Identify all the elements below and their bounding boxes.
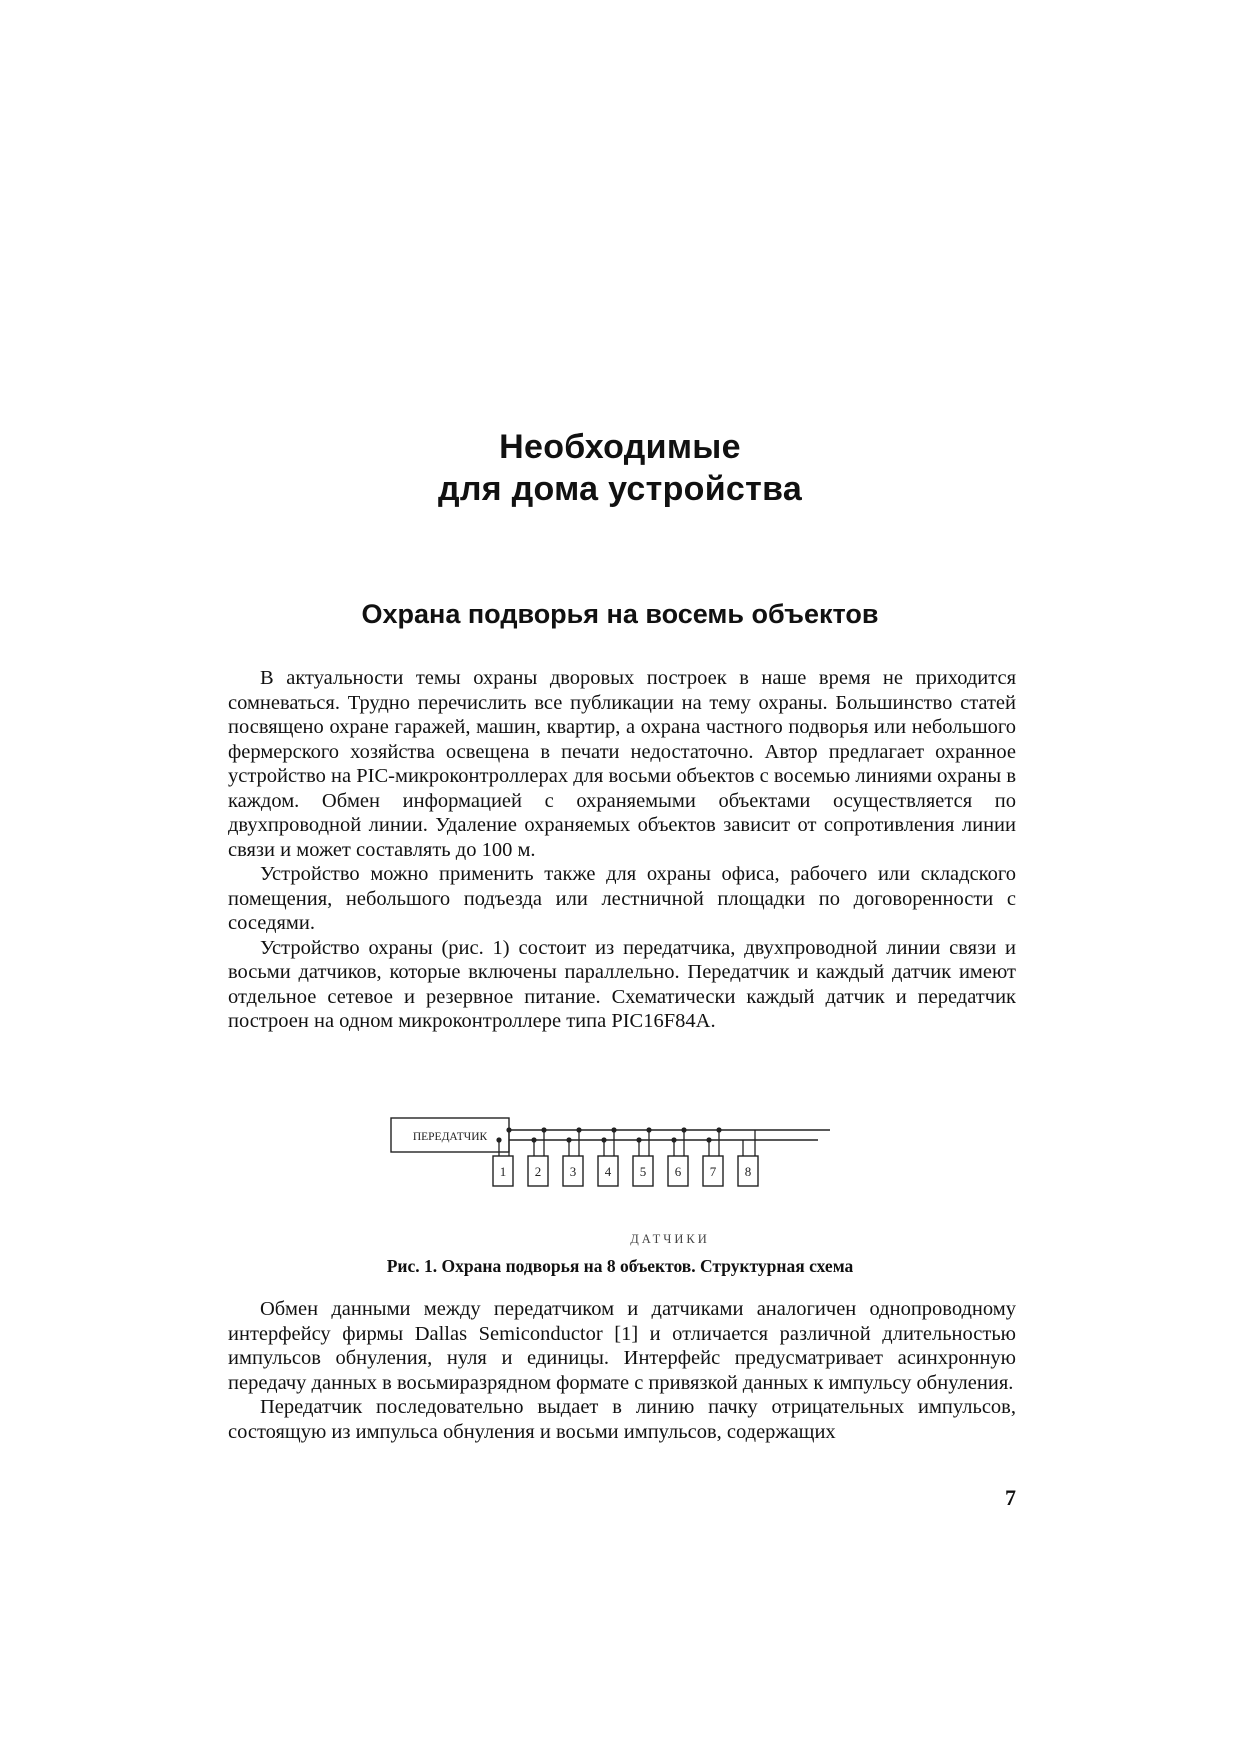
sensor-label-7: 7	[709, 1164, 717, 1179]
junction-dot	[541, 1127, 546, 1132]
paragraph: Устройство охраны (рис. 1) состоит из передатчика, двухпроводной линии связи и восьми датчиков, которые включены параллельно. Передатчик и каждый датчик имеют отдельное сетевое и резервное питание. Схематически каждый датчик и передатчик построен на одном микроконтроллере типа PIC16F84A.	[228, 936, 1016, 1032]
sensor-label-3: 3	[569, 1164, 577, 1179]
junction-dot	[601, 1137, 606, 1142]
chapter-title	[0, 426, 1240, 510]
sensor-label-8: 8	[744, 1164, 752, 1179]
junction-dot	[566, 1137, 571, 1142]
junction-dot	[531, 1137, 536, 1142]
sensor-label-4: 4	[604, 1164, 612, 1179]
chapter-title-line-1: Необходимые	[499, 428, 741, 466]
junction-dot	[681, 1127, 686, 1132]
paragraph: Устройство можно применить также для охраны офиса, рабочего или складского помещения, небольшого подъезда или лестничной площадки по договоренности с соседями.	[228, 863, 1016, 934]
sensors-caption: ДАТЧИКИ	[630, 1232, 710, 1246]
junction-dot	[506, 1127, 511, 1132]
junction-dot	[576, 1127, 581, 1132]
chapter-title-line-2: для дома устройства	[437, 470, 803, 508]
sensor-label-6: 6	[674, 1164, 682, 1179]
section-title: Охрана подворья на восемь объектов	[361, 599, 879, 629]
structure-diagram	[388, 1114, 848, 1246]
sensor-label-2: 2	[534, 1164, 542, 1179]
body-text-after-figure	[228, 1297, 1016, 1444]
junction-dot	[611, 1127, 616, 1132]
paragraph: В актуальности темы охраны дворовых построек в наше время не приходится сомневаться. Трудно перечислить все публикации на тему охраны. Большинство статей посвящено охране гаражей, машин, квартир, а охрана частного подворья или небольшого фермерского хозяйства освещена в печати недостаточно. Автор предлагает охранное устройство на PIC-микроконтроллерах для восьми объектов с восемью линиями охраны в каждом. Обмен информацией с охраняемыми объектами осуществляется по двухпроводной линии. Удаление охраняемых объектов зависит от сопротивления линии связи и может составлять до 100 м.	[228, 667, 1016, 861]
body-text-before-figure	[228, 666, 1016, 1034]
junction-dot	[716, 1127, 721, 1132]
paragraph: Обмен данными между передатчиком и датчиками аналогичен однопроводному интерфейсу фирмы Dallas Semiconductor [1] и отличается различной длительностью импульсов обнуления, нуля и единицы. Интерфейс предусматривает асинхронную передачу данных в восьмиразрядном формате с привязкой данных к импульсу обнуления.	[228, 1298, 1016, 1394]
page-number: 7	[1005, 1485, 1016, 1510]
transmitter-label: ПЕРЕДАТЧИК	[412, 1131, 488, 1143]
sensor-label-5: 5	[639, 1164, 647, 1179]
sensors-group	[493, 1127, 758, 1186]
junction-dot	[671, 1137, 676, 1142]
figure-caption: Рис. 1. Охрана подворья на 8 объектов. Структурная схема	[386, 1256, 854, 1276]
sensor-label-1: 1	[499, 1164, 507, 1179]
junction-dot	[496, 1137, 501, 1142]
junction-dot	[636, 1137, 641, 1142]
paragraph: Передатчик последовательно выдает в линию пачку отрицательных импульсов, состоящую из импульса обнуления и восьми импульсов, содержащих	[228, 1396, 1016, 1443]
junction-dot	[706, 1137, 711, 1142]
junction-dot	[646, 1127, 651, 1132]
